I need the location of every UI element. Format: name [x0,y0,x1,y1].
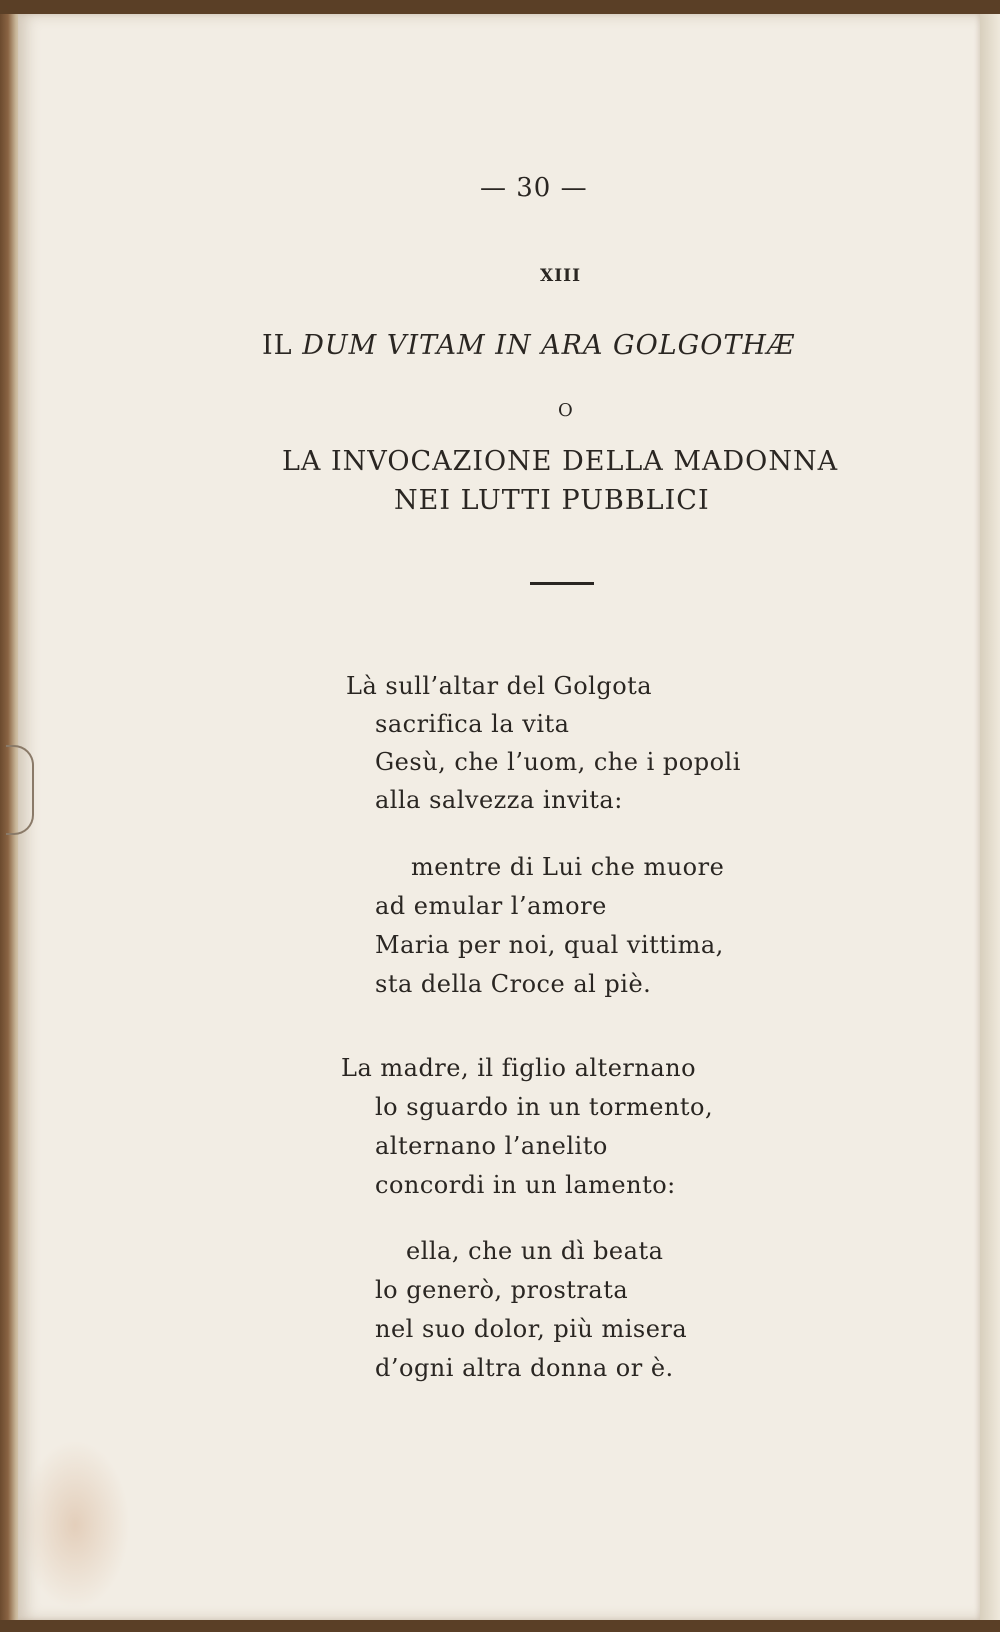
section-number: XIII [540,266,582,286]
verse-line: Gesù, che l’uom, che i popoli [375,748,741,776]
verse-line: mentre di Lui che muore [411,853,725,881]
paper-stain [20,1440,130,1610]
verse-line: nel suo dolor, più misera [375,1315,688,1343]
verse-line: concordi in un lamento: [375,1171,676,1199]
subtitle-line-2: NEI LUTTI PUBBLICI [394,485,710,516]
verse-line: sacrifica la vita [375,710,570,738]
title-prefix: IL [262,330,303,361]
page-clip [6,745,34,835]
next-page-edge [980,14,1000,1620]
verse-line: alternano l’anelito [375,1132,608,1160]
verse-line: ad emular l’amore [375,892,607,920]
verse-line: La madre, il figlio alternano [341,1054,697,1082]
verse-line: d’ogni altra donna or è. [375,1354,674,1382]
title-rule [530,582,594,585]
page-number: — 30 — [480,173,588,203]
verse-line: lo sguardo in un tormento, [375,1093,714,1121]
title-latin: DUM VITAM IN ARA GOLGOTHÆ [302,330,795,361]
title-conjunction: O [558,400,573,421]
verse-line: alla salvezza invita: [375,786,623,814]
book-bottom-edge [0,1620,1000,1632]
poem-title [262,330,795,361]
verse-line: sta della Croce al piè. [375,970,652,998]
verse-line: Là sull’altar del Golgota [346,672,653,700]
verse-line: Maria per noi, qual vittima, [375,931,724,959]
subtitle-line-1: LA INVOCAZIONE DELLA MADONNA [282,446,839,477]
verse-line: lo generò, prostrata [375,1276,629,1304]
book-top-edge [0,0,1000,14]
verse-line: ella, che un dì beata [406,1237,664,1265]
